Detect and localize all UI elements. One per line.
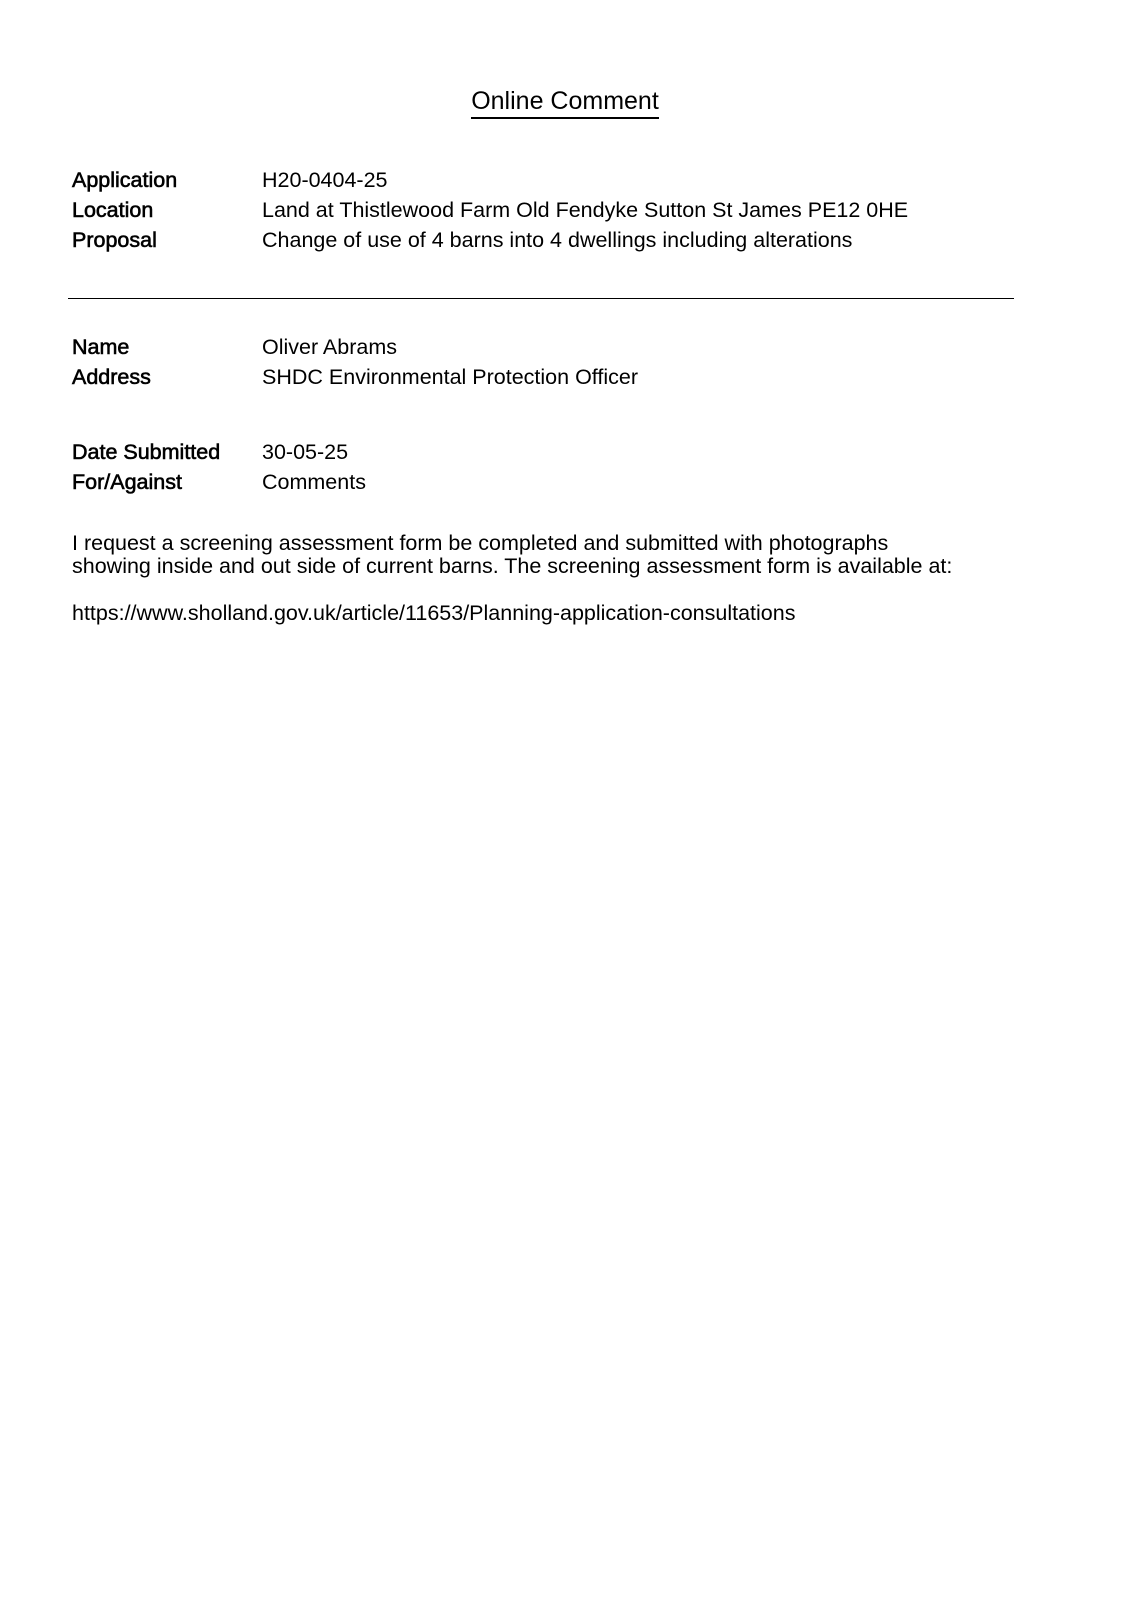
application-label: Application <box>72 168 178 192</box>
location-value: Land at Thistlewood Farm Old Fendyke Sutton St James PE12 0HE <box>262 198 909 222</box>
section-divider <box>68 298 1014 299</box>
date-submitted-value: 30-05-25 <box>262 440 349 464</box>
for-against-value: Comments <box>262 470 366 494</box>
name-value: Oliver Abrams <box>262 335 398 359</box>
page-title <box>0 86 1130 119</box>
page-title-text: Online Comment <box>471 86 659 119</box>
comment-line-1: I request a screening assessment form be completed and submitted with photographs <box>72 531 889 555</box>
name-label: Name <box>72 335 130 359</box>
address-value: SHDC Environmental Protection Officer <box>262 365 638 389</box>
consultation-link[interactable]: https://www.sholland.gov.uk/article/11653/Planning-application-consultations <box>72 601 796 625</box>
proposal-label: Proposal <box>72 228 157 252</box>
application-value: H20-0404-25 <box>262 168 388 192</box>
for-against-label: For/Against <box>72 470 182 494</box>
location-label: Location <box>72 198 154 222</box>
comment-line-2: showing inside and out side of current barns. The screening assessment form is available at: <box>72 554 953 578</box>
comment-body <box>72 532 1072 578</box>
proposal-value: Change of use of 4 barns into 4 dwellings including alterations <box>262 228 853 252</box>
date-submitted-label: Date Submitted <box>72 440 221 464</box>
address-label: Address <box>72 365 151 389</box>
